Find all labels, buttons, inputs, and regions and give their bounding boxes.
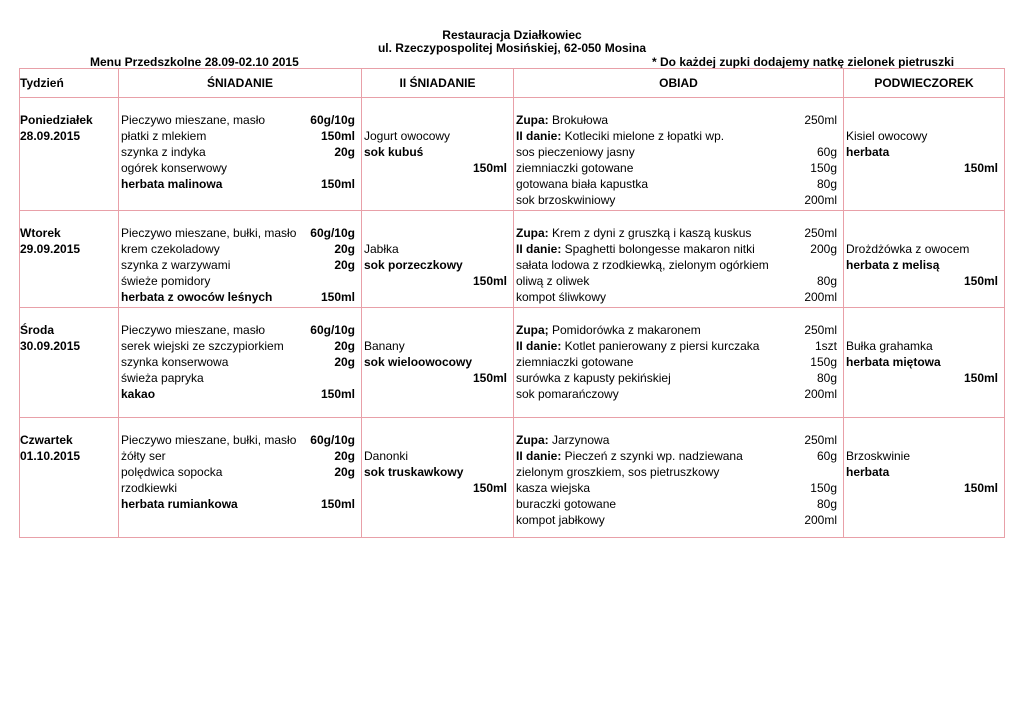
- item-amount: 150ml: [472, 274, 507, 288]
- item-name: Danonki: [364, 449, 409, 463]
- item-amount: 1szt: [814, 339, 837, 353]
- restaurant-name: Restauracja Działkowiec: [442, 28, 582, 42]
- item-amount: 20g: [334, 355, 355, 369]
- snack-cell: [844, 211, 1005, 308]
- menu-item: [844, 225, 1004, 241]
- menu-item: [362, 128, 513, 144]
- menu-item: [362, 257, 513, 273]
- menu-item: [844, 160, 1004, 176]
- menu-item: [514, 354, 843, 370]
- menu-item: [119, 160, 361, 176]
- item-name: szynka z warzywami: [121, 258, 231, 272]
- menu-item: [514, 160, 843, 176]
- menu-item: [844, 338, 1004, 354]
- menu-item: [119, 225, 361, 241]
- item-name: krem czekoladowy: [121, 242, 220, 256]
- item-name: kompot śliwkowy: [516, 290, 607, 304]
- item-amount: 60g: [816, 449, 837, 463]
- item-amount: 60g/10g: [310, 113, 355, 127]
- lunch-cell: [514, 308, 844, 418]
- menu-item: [119, 354, 361, 370]
- menu-item: [844, 464, 1004, 480]
- menu-item: [119, 448, 361, 464]
- item-amount: 60g/10g: [310, 323, 355, 337]
- day-cell: [20, 98, 119, 211]
- item-name: Banany: [364, 339, 405, 353]
- item-amount: 80g: [816, 371, 837, 385]
- menu-item: [514, 464, 843, 480]
- course-label: II danie:: [516, 242, 562, 256]
- item-name: buraczki gotowane: [516, 497, 617, 511]
- item-name: sok truskawkowy: [364, 465, 464, 479]
- menu-item: [844, 144, 1004, 160]
- item-amount: 150ml: [320, 129, 355, 143]
- menu-item: [362, 112, 513, 128]
- snack-cell: [844, 418, 1005, 538]
- item-name: herbata z owoców leśnych: [121, 290, 273, 304]
- item-name: zielonym groszkiem, sos pietruszkowy: [516, 465, 720, 479]
- menu-item: [362, 144, 513, 160]
- table-row: [20, 98, 1005, 211]
- snack-cell: [844, 98, 1005, 211]
- item-name: świeża papryka: [121, 371, 204, 385]
- menu-item: [844, 322, 1004, 338]
- item-name: Pieczywo mieszane, masło: [121, 323, 266, 337]
- item-amount: 250ml: [804, 323, 837, 337]
- menu-item: [514, 386, 843, 402]
- item-amount: 20g: [334, 258, 355, 272]
- menu-item: [119, 128, 361, 144]
- menu-item: [119, 241, 361, 257]
- item-name: sok kubuś: [364, 145, 424, 159]
- menu-item: [844, 112, 1004, 128]
- menu-item: [514, 241, 843, 257]
- breakfast-cell: [119, 418, 362, 538]
- table-row: [20, 418, 1005, 538]
- column-header-lunch: OBIAD: [514, 69, 844, 98]
- day-cell: [20, 211, 119, 308]
- item-amount: 200ml: [804, 387, 837, 401]
- item-amount: 150ml: [472, 371, 507, 385]
- day-date: 30.09.2015: [20, 339, 81, 353]
- menu-item: [119, 322, 361, 338]
- item-name: herbata miętowa: [846, 355, 941, 369]
- menu-item: [362, 464, 513, 480]
- menu-item: [514, 192, 843, 208]
- course-label: Zupa:: [516, 226, 549, 240]
- course-label: II danie:: [516, 449, 562, 463]
- menu-item: [514, 338, 843, 354]
- item-name: gotowana biała kapustka: [516, 177, 649, 191]
- item-name: sałata lodowa z rzodkiewką, zielonym ogórkiem: [516, 258, 769, 272]
- item-name: Kisiel owocowy: [846, 129, 928, 143]
- item-name: herbata z melisą: [846, 258, 940, 272]
- menu-item: [362, 448, 513, 464]
- item-amount: 80g: [816, 274, 837, 288]
- item-amount: 20g: [334, 449, 355, 463]
- breakfast-cell: [119, 98, 362, 211]
- day-name: Wtorek: [20, 226, 61, 240]
- item-name: ogórek konserwowy: [121, 161, 228, 175]
- menu-item: [844, 480, 1004, 496]
- item-name: Spaghetti bolongesse makaron nitki: [561, 242, 755, 256]
- item-name: polędwica sopocka: [121, 465, 223, 479]
- item-name: Kotleciki mielone z łopatki wp.: [561, 129, 725, 143]
- menu-item: [119, 480, 361, 496]
- menu-title: Menu Przedszkolne 28.09-02.10 2015: [90, 55, 299, 69]
- snack-cell: [844, 308, 1005, 418]
- item-amount: 150ml: [963, 481, 998, 495]
- item-name: sok porzeczkowy: [364, 258, 463, 272]
- day-date: 28.09.2015: [20, 129, 81, 143]
- menu-item: [514, 448, 843, 464]
- item-name: sok pomarańczowy: [516, 387, 619, 401]
- item-amount: 250ml: [804, 113, 837, 127]
- item-name: żółty ser: [121, 449, 166, 463]
- menu-item: [844, 273, 1004, 289]
- menu-item: [119, 496, 361, 512]
- item-name: herbata malinowa: [121, 177, 223, 191]
- lunch-cell: [514, 418, 844, 538]
- menu-item: [514, 322, 843, 338]
- menu-item: [119, 338, 361, 354]
- item-amount: 20g: [334, 465, 355, 479]
- second-cell: [362, 211, 514, 308]
- item-amount: 200g: [810, 242, 837, 256]
- menu-item: [362, 241, 513, 257]
- item-name: szynka z indyka: [121, 145, 206, 159]
- second-cell: [362, 98, 514, 211]
- menu-item: [362, 338, 513, 354]
- item-amount: 250ml: [804, 226, 837, 240]
- menu-item: [119, 144, 361, 160]
- item-name: świeże pomidory: [121, 274, 211, 288]
- item-name: sos pieczeniowy jasny: [516, 145, 635, 159]
- menu-item: [514, 128, 843, 144]
- item-name: sok brzoskwiniowy: [516, 193, 616, 207]
- item-name: Jarzynowa: [548, 433, 610, 447]
- menu-item: [844, 370, 1004, 386]
- item-name: ziemniaczki gotowane: [516, 161, 634, 175]
- column-header-breakfast: ŚNIADANIE: [119, 69, 362, 98]
- item-amount: 20g: [334, 145, 355, 159]
- column-header-second-breakfast: II ŚNIADANIE: [362, 69, 514, 98]
- menu-item: [514, 176, 843, 192]
- breakfast-cell: [119, 308, 362, 418]
- menu-item: [119, 257, 361, 273]
- menu-item: [362, 354, 513, 370]
- menu-item: [514, 512, 843, 528]
- course-label: Zupa:: [516, 113, 549, 127]
- column-header-snack: PODWIECZOREK: [844, 69, 1005, 98]
- item-amount: 150ml: [320, 290, 355, 304]
- day-name: Poniedziałek: [20, 113, 93, 127]
- menu-item: [119, 273, 361, 289]
- day-date: 01.10.2015: [20, 449, 81, 463]
- item-name: surówka z kapusty pekińskiej: [516, 371, 671, 385]
- day-cell: [20, 308, 119, 418]
- menu-item: [514, 496, 843, 512]
- item-name: Bułka grahamka: [846, 339, 933, 353]
- item-name: kompot jabłkowy: [516, 513, 605, 527]
- menu-item: [119, 464, 361, 480]
- item-name: herbata: [846, 145, 890, 159]
- item-name: Pieczeń z szynki wp. nadziewana: [561, 449, 743, 463]
- item-name: Kotlet panierowany z piersi kurczaka: [561, 339, 760, 353]
- menu-item: [362, 225, 513, 241]
- breakfast-cell: [119, 211, 362, 308]
- item-name: kakao: [121, 387, 156, 401]
- second-cell: [362, 308, 514, 418]
- day-date: 29.09.2015: [20, 242, 81, 256]
- item-name: płatki z mlekiem: [121, 129, 207, 143]
- restaurant-address: ul. Rzeczypospolitej Mosińskiej, 62-050 Mosina: [377, 41, 647, 55]
- item-name: kasza wiejska: [516, 481, 591, 495]
- item-amount: 150ml: [963, 274, 998, 288]
- menu-item: [362, 370, 513, 386]
- item-amount: 150ml: [963, 161, 998, 175]
- menu-item: [514, 370, 843, 386]
- item-name: Krem z dyni z gruszką i kaszą kuskus: [548, 226, 752, 240]
- item-name: sok wieloowocowy: [364, 355, 473, 369]
- item-name: Pomidorówka z makaronem: [548, 323, 701, 337]
- menu-item: [514, 257, 843, 273]
- menu-item: [362, 273, 513, 289]
- item-amount: 150g: [810, 161, 837, 175]
- item-amount: 20g: [334, 242, 355, 256]
- menu-item: [844, 241, 1004, 257]
- item-amount: 150ml: [472, 481, 507, 495]
- item-name: Brokułowa: [548, 113, 609, 127]
- menu-item: [514, 112, 843, 128]
- course-label: Zupa;: [516, 323, 549, 337]
- table-header-row: [20, 69, 1005, 98]
- menu-item: [844, 448, 1004, 464]
- course-label: II danie:: [516, 129, 562, 143]
- item-amount: 200ml: [804, 193, 837, 207]
- item-amount: 60g/10g: [310, 226, 355, 240]
- item-amount: 200ml: [804, 513, 837, 527]
- item-amount: 200ml: [804, 290, 837, 304]
- item-amount: 150ml: [472, 161, 507, 175]
- menu-item: [514, 432, 843, 448]
- item-amount: 60g/10g: [310, 433, 355, 447]
- menu-item: [119, 370, 361, 386]
- table-row: [20, 211, 1005, 308]
- menu-item: [119, 432, 361, 448]
- item-amount: 80g: [816, 177, 837, 191]
- item-name: oliwą z oliwek: [516, 274, 590, 288]
- menu-table: [19, 68, 1005, 538]
- menu-item: [119, 112, 361, 128]
- menu-item: [362, 160, 513, 176]
- item-name: herbata rumiankowa: [121, 497, 238, 511]
- second-cell: [362, 418, 514, 538]
- item-name: Brzoskwinie: [846, 449, 911, 463]
- item-amount: 150g: [810, 481, 837, 495]
- item-amount: 20g: [334, 339, 355, 353]
- item-name: szynka konserwowa: [121, 355, 229, 369]
- menu-item: [844, 128, 1004, 144]
- item-amount: 150ml: [320, 177, 355, 191]
- menu-note: * Do każdej zupki dodajemy natkę zielonek pietruszki: [652, 55, 955, 69]
- menu-item: [514, 289, 843, 305]
- table-row: [20, 308, 1005, 418]
- item-name: Pieczywo mieszane, bułki, masło: [121, 226, 297, 240]
- item-name: Drożdżówka z owocem: [846, 242, 970, 256]
- course-label: Zupa:: [516, 433, 549, 447]
- item-amount: 150ml: [320, 497, 355, 511]
- menu-item: [844, 354, 1004, 370]
- item-name: Jabłka: [364, 242, 399, 256]
- menu-item: [362, 480, 513, 496]
- menu-item: [362, 432, 513, 448]
- menu-item: [844, 257, 1004, 273]
- menu-item: [514, 144, 843, 160]
- item-name: ziemniaczki gotowane: [516, 355, 634, 369]
- item-name: Pieczywo mieszane, masło: [121, 113, 266, 127]
- day-name: Czwartek: [20, 433, 73, 447]
- item-name: serek wiejski ze szczypiorkiem: [121, 339, 284, 353]
- item-name: Pieczywo mieszane, bułki, masło: [121, 433, 297, 447]
- item-name: herbata: [846, 465, 890, 479]
- menu-item: [514, 480, 843, 496]
- lunch-cell: [514, 211, 844, 308]
- column-header-week: Tydzień: [20, 69, 119, 98]
- menu-item: [119, 386, 361, 402]
- course-label: II danie:: [516, 339, 562, 353]
- item-amount: 150ml: [963, 371, 998, 385]
- item-amount: 60g: [816, 145, 837, 159]
- lunch-cell: [514, 98, 844, 211]
- menu-item: [844, 432, 1004, 448]
- day-cell: [20, 418, 119, 538]
- item-name: rzodkiewki: [121, 481, 178, 495]
- item-amount: 150ml: [320, 387, 355, 401]
- menu-item: [514, 273, 843, 289]
- item-amount: 80g: [816, 497, 837, 511]
- day-name: Środa: [20, 323, 55, 337]
- menu-item: [119, 176, 361, 192]
- item-amount: 150g: [810, 355, 837, 369]
- item-amount: 250ml: [804, 433, 837, 447]
- menu-item: [514, 225, 843, 241]
- item-name: Jogurt owocowy: [364, 129, 451, 143]
- menu-item: [119, 289, 361, 305]
- menu-item: [362, 322, 513, 338]
